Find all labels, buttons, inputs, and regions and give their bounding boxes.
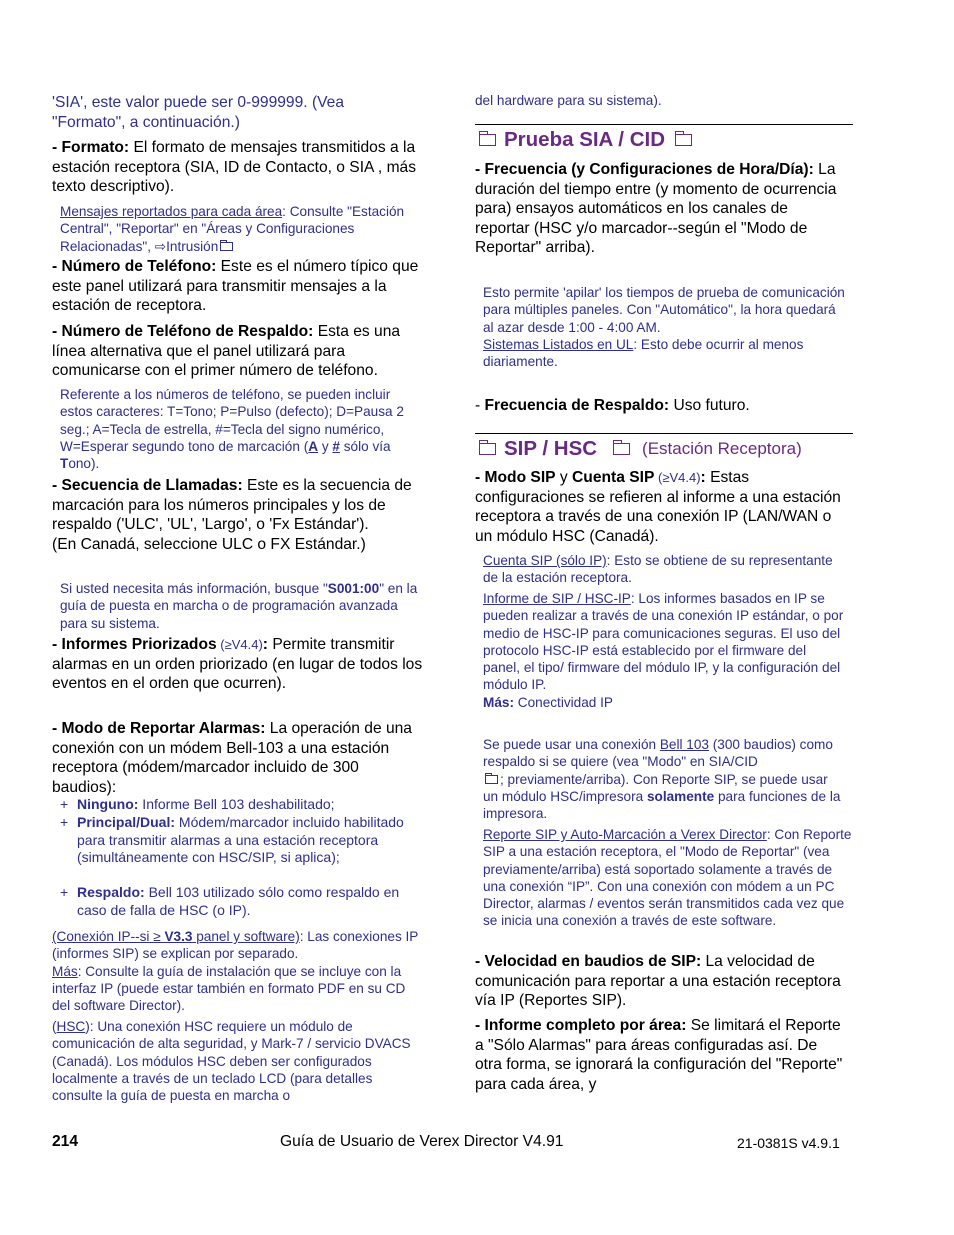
frec-resp-paragraph: - Frecuencia de Respaldo: Uso futuro. <box>475 397 750 414</box>
ip-note-link[interactable]: (Conexión IP--si ≥ V3.3 panel y software) <box>52 929 300 944</box>
mas-link[interactable]: Más <box>52 963 78 979</box>
s001-code: S001:00 <box>327 581 380 596</box>
modo-text: La operación de una conexión con un módem Bell-103 a una estación receptora (módem/marcador incluido de 300 baudios): <box>52 720 412 796</box>
priorizados-paragraph: - Informes Priorizados (≥V4.4): Permite transmitir alarmas en un orden priorizado (en lugar de todos los eventos en el orden que ocurren). <box>52 636 423 693</box>
modo-sip-paragraph: - Modo SIP y Cuenta SIP (≥V4.4): Estas configuraciones se refieren al informe a una estación receptora a través de una conexión IP (LAN/WAN o un módulo HSC (Canadá). <box>475 469 841 545</box>
intro-note: 'SIA', este valor puede ser 0-999999. (Vea "Formato", a continuación.) <box>52 94 345 131</box>
telefono-note: Referente a los números de teléfono, se pueden incluir estos caracteres: T=Tono; P=Pulso (defecto); D=Pausa 2 seg.; A=Tecla de estrella, #=Tecla del signo numérico, W=Esperar segundo tono de marcación (A y # sólo vía Tono). <box>60 387 404 472</box>
heading-prueba-sia: Prueba SIA / CID <box>477 128 700 152</box>
priorizados-label: Informes Priorizados <box>61 636 217 653</box>
secuencia-label: Secuencia de Llamadas: <box>61 477 243 494</box>
top-note: del hardware para su sistema). <box>475 93 662 108</box>
priorizados-text: Permite transmitir alarmas en un orden priorizado (en lugar de todos los eventos en el orden que ocurren). <box>52 636 423 693</box>
apilar-note: Esto permite 'apilar' los tiempos de prueba de comunicación para múltiples paneles. Con "Automático", la hora quedará al azar desde 1:00 - 4:00 AM. Sistemas Listados en UL: Esto debe ocurrir al menos diariamente. <box>483 285 845 370</box>
frecuencia-text: La duración del tiempo entre (y momento de ocurrencia para) ensayos automáticos en los canales de reportar (HSC y/o marcador--según el "Modo de Reportar" arriba). <box>475 161 837 257</box>
secuencia-paragraph: - Secuencia de Llamadas: Este es la secuencia de marcación para los números principales y los de respaldo ('ULC', 'UL', 'Largo', o 'Fx Estándar'). (En Canadá, seleccione ULC o FX Estándar.) <box>52 477 412 553</box>
folder-icon <box>479 134 496 146</box>
heading-sip-hsc: SIP / HSC (Estación Receptora) <box>477 437 802 461</box>
frecuencia-paragraph: - Frecuencia (y Configuraciones de Hora/Día): La duración del tiempo entre (y momento de ocurrencia para) ensayos automáticos en los canales de reportar (HSC y/o marcador--según el "Modo de Reportar" arriba). <box>475 161 837 257</box>
folder-icon <box>485 775 498 784</box>
formato-text: El formato de mensajes transmitidos a la estación receptora (SIA, ID de Contacto, o SIA , más texto descriptivo). <box>52 139 417 196</box>
ip-note: (Conexión IP--si ≥ V3.3 panel y software): Las conexiones IP (informes SIP) se explican por separado. Más: Consulte la guía de instalación que se incluye con la interfaz IP (puede estar también en formato PDF en su CD del software Director). <box>52 929 419 1014</box>
respaldo-text: Esta es una línea alternativa que el panel utilizará para comunicarse con el primer número de teléfono. <box>52 323 401 380</box>
formato-paragraph: - Formato: El formato de mensajes transmitidos a la estación receptora (SIA, ID de Contacto, o SIA , más texto descriptivo). <box>52 139 417 196</box>
divider <box>475 124 853 125</box>
formato-note <box>60 203 410 255</box>
bell-note: Se puede usar una conexión Bell 103 (300 baudios) como respaldo si se quiere (vea "Modo" en SIA/CID ; previamente/arriba). Con Reporte SIP, se puede usar un módulo HSC/impresora solamente para funciones de la impresora. <box>483 737 841 822</box>
reporte-note: Reporte SIP y Auto-Marcación a Verex Director: Con Reporte SIP a una estación receptora, el "Modo de Reportar" (vea previamente/arriba) está soportado solamente a través de una conexión “IP”. Con una conexión con módem a un PC Director, alarmas / eventos serán transmitidos cada vez que se inicia una conexión a través de este software. <box>483 827 852 929</box>
telefono-paragraph: - Número de Teléfono: Este es el número típico que este panel utilizará para transmitir mensajes a la estación de receptora. <box>52 258 419 315</box>
formato-note-text: : Consulte "Estación Central", "Reportar" en "Áreas y Configuraciones Relacionadas", ⇨Intrusión <box>60 204 405 254</box>
folder-icon <box>675 134 692 146</box>
divider <box>475 433 853 434</box>
hsc-note: (HSC): Una conexión HSC requiere un módulo de comunicación de alta seguridad, y Mark-7 / servicio DVACS (Canadá). Los módulos HSC deben ser configurados localmente a través de un teclado LCD (para detalles consulte la guía de puesta en marcha o <box>52 1019 411 1104</box>
completo-label: Informe completo por área: <box>484 1017 687 1034</box>
modo-paragraph <box>52 719 424 797</box>
sistemas-link[interactable]: Sistemas Listados en UL <box>483 336 634 352</box>
informe-link[interactable]: Informe de SIP / HSC-IP <box>483 591 631 606</box>
velocidad-label: Velocidad en baudios de SIP: <box>484 953 702 970</box>
list-item: + Ninguno: Informe Bell 103 deshabilitado; <box>60 796 335 812</box>
modo-label: - Modo de Reportar Alarmas: <box>52 720 266 737</box>
frec-resp-label: Frecuencia de Respaldo: <box>484 397 670 414</box>
respaldo-label: Número de Teléfono de Respaldo: <box>61 323 314 340</box>
secuencia-canada: (En Canadá, seleccione ULC o FX Estándar.) <box>52 535 366 553</box>
formato-note-link[interactable]: Mensajes reportados para cada área <box>60 204 283 219</box>
bell-link[interactable]: Bell 103 <box>659 737 709 752</box>
telefono-label: Número de Teléfono: <box>61 258 217 275</box>
formato-label: Formato: <box>61 139 130 156</box>
folder-icon <box>220 242 233 251</box>
respaldo-paragraph: - Número de Teléfono de Respaldo: Esta es una línea alternativa que el panel utilizará para comunicarse con el primer número de teléfono. <box>52 323 401 380</box>
completo-paragraph: - Informe completo por área: Se limitará el Reporte a "Sólo Alarmas" para áreas configuradas así. De otra forma, se ignorará la configuración del "Reporte" para cada área, y <box>475 1017 843 1093</box>
footer-title: Guía de Usuario de Verex Director V4.91 <box>280 1133 564 1150</box>
cuenta-note: Cuenta SIP (sólo IP): Esto se obtiene de su representante de la estación receptora. <box>483 553 833 586</box>
secuencia-text: Este es la secuencia de marcación para los números principales y los de respaldo ('ULC', 'UL', 'Largo', o 'Fx Estándar'). <box>52 477 412 534</box>
velocidad-paragraph: - Velocidad en baudios de SIP: La velocidad de comunicación para reportar a una estación receptora vía IP (Reportes SIP). <box>475 953 841 1010</box>
hsc-link[interactable]: HSC <box>56 1019 86 1034</box>
informe-note: Informe de SIP / HSC-IP: Los informes basados en IP se pueden realizar a través de una conexión IP estándar, o por medio de HSC-IP para comunicaciones seguras. El uso del protocolo HSC-IP está establecido por el firmware del panel, el tipo/ firmware del módulo IP, y la configuración del módulo IP. Más: Conectividad IP <box>483 591 844 710</box>
folder-icon <box>613 443 630 455</box>
page-number: 214 <box>52 1133 79 1150</box>
s001-note: Si usted necesita más información, busque "S001:00" en la guía de puesta en marcha o de programación avanzada para su sistema. <box>60 581 418 631</box>
reporte-link[interactable]: Reporte SIP y Auto-Marcación a Verex Director <box>483 827 767 842</box>
folder-icon <box>479 443 496 455</box>
cuenta-link[interactable]: Cuenta SIP (sólo IP) <box>483 553 607 568</box>
frecuencia-label: Frecuencia (y Configuraciones de Hora/Día): <box>484 161 814 178</box>
list-item: + Respaldo: Bell 103 utilizado sólo como respaldo en caso de falla de HSC (o IP). <box>60 884 400 918</box>
footer-doc-id: 21-0381S v4.9.1 <box>737 1135 840 1151</box>
telefono-text: Este es el número típico que este panel utilizará para transmitir mensajes a la estación de receptora. <box>52 258 419 315</box>
list-item: + Principal/Dual: Módem/marcador incluido habilitado para transmitir alarmas a una estación receptora (simultáneamente con HSC/SIP, si aplica); <box>60 814 404 866</box>
